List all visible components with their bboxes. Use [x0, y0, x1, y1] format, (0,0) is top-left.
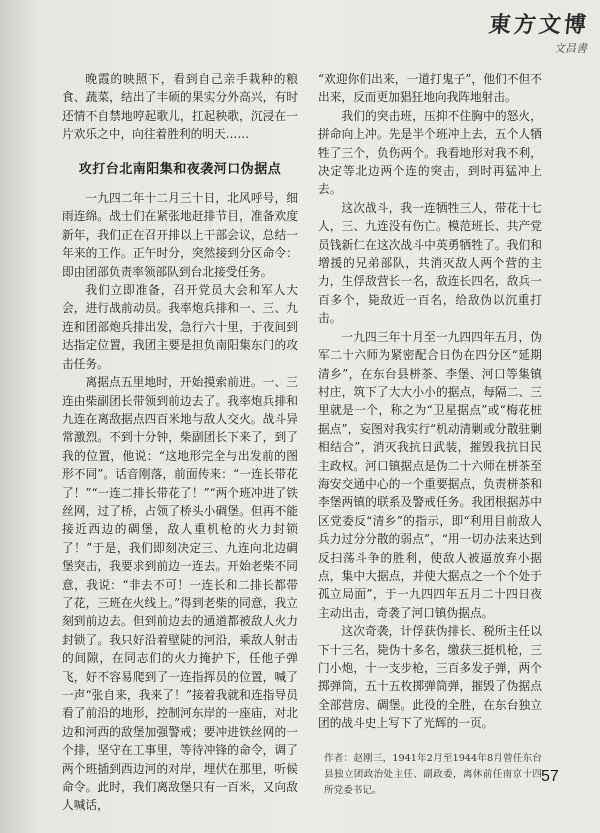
brand-title: 東方文博 — [487, 12, 591, 38]
left-column — [62, 70, 298, 815]
author-note — [318, 751, 542, 799]
author-label: 作者： — [324, 752, 354, 764]
body-paragraph: 一九四三年十月至一九四四年五月，伪军二十六师为紧密配合日伪在四分区“延期清乡”，在东台县栟茶、李堡、河口等集镇村庄，筑下了大大小小的据点，每隔二、三里就是一个，称之为“卫星据点”或“梅花桩据点”，妄图对我实行“机动清剿或分散驻剿相结合”，消灭我抗日武装，摧毁我抗日民主政权。河口镇据点是伪二十六师在栟茶至海安交通中心的一个重要据点，负责栟茶和李堡两镇的联系及警戒任务。我团根据苏中区党委反“清乡”的指示，即“利用目前敌人兵力过分分散的弱点”，“用一切办法来达到反扫荡斗争的胜利，使敌人被逼放弃小据点，集中大据点，并使大据点之一个个处于孤立局面”，于一九四四年五月二十四日夜主动出击，奇袭了河口镇伪据点。 — [318, 329, 542, 620]
body-paragraph: 一九四二年十二月三十日，北风呼号，细雨连绵。战士们在紧张地赶排节目，准备欢度新年，我们正在召开排以上干部会议，总结一年来的工作。正午时分，突然接到分区命令：即由团部负责率领部队到台北接受任务。 — [62, 191, 298, 279]
section-title: 攻打台北南阳集和夜袭河口伪据点 — [78, 161, 282, 177]
page-number: 57 — [541, 768, 559, 785]
brand-logo — [470, 6, 595, 62]
body-paragraph: 离据点五里地时，开始摸索前进。一、三连由柴副团长带领到前边去了。我率炮兵排和九连在离敌据点四百米地与敌人交火。战斗异常激烈。不到十分钟，柴副团长下来了，到了我的位置，他说：“这地形完全与出发前的图形不同”。话音刚落，前面传来：“一连长带花了！”“一连二排长带花了！”“两个班冲进了铁丝网，过了桥，占领了桥头小碉堡。但再不能接近西边的碉堡，敌人重机枪的火力封锁了！”于是，我们即刻决定三、九连向北边碉堡突击，我要求到前边一连去。开始老柴不同意，我说：“非去不可！一连长和二排长都带了花，三班在火线上。”得到老柴的同意，我立刻到前边去。但到前边去的通道都被敌人火力封锁了。我只好沿着壁陡的河沿，乘敌人射击的间隙，在同志们的火力掩护下，任他子弹飞，好不容易爬到了一连指挥员的位置，喊了一声“张自来，我来了！”接着我就和连指导员看了前沿的地形，控制河东岸的一座庙，对北边和河西的敌堡加强警戒；要冲进铁丝网的一个排，坚守在工事里，等待冲锋的命令，调了两个班插到西边河的对岸，埋伏在那里，听候命令。此时，我们离敌堡只有一百米，又向敌人喊话， — [62, 375, 298, 813]
right-column — [318, 70, 542, 799]
body-paragraph: 我们的突击班，压抑不住胸中的怒火，拼命向上冲。先是半个班冲上去，五个人牺牲了三个，负伤两个。我看地形对我不利，决定等北边两个连的突击，到时再猛冲上去。 — [318, 108, 542, 197]
body-paragraph: 这次战斗，我一连牺牲三人，带花十七人，三、九连没有伤亡。模范班长、共产党员钱新仁在这次战斗中英勇牺牲了。我们和增援的兄弟部队，共消灭敌人两个营的主力，生俘敌营长一名，敌连长四名，敌兵一百多个，毙敌近一百名，给敌伪以沉重打击。 — [318, 200, 542, 326]
brand-signature: 文昌書 — [554, 42, 587, 55]
body-paragraph-continued: “欢迎你们出来，一道打鬼子”，他们不但不出来，反而更加猖狂地向我阵地射击。 — [318, 72, 542, 105]
body-paragraph: 这次奇袭，计俘获伪排长、税所主任以下十三名，毙伪十多名，缴获三挺机枪，三门小炮，十一支步枪，三百多发子弹，两个掷弹筒，五十五枚掷弹筒弹，摧毁了伪据点全部营房、碉堡。此役的全胜，在东台独立团的战斗史上写下了光辉的一页。 — [318, 624, 542, 731]
body-paragraph: 我们立即准备，召开党员大会和军人大会，进行战前动员。我率炮兵排和一、三、九连和团部炮兵排出发，急行六十里，于夜间到达指定位置，我团主要是担负南阳集东门的攻击任务。 — [62, 283, 298, 371]
author-text: 赵刚三，1941年2月至1944年8月曾任东台县独立团政治处主任、副政委，离休前任南京十四所党委书记。 — [324, 752, 542, 796]
intro-paragraph: 晚霞的映照下，看到自己亲手栽种的粮食、蔬菜，结出了丰硕的果实分外高兴，有时还情不自禁地哼起歌儿，扛起秧歌，沉浸在一片欢乐之中，向往着胜利的明天…… — [62, 72, 298, 142]
